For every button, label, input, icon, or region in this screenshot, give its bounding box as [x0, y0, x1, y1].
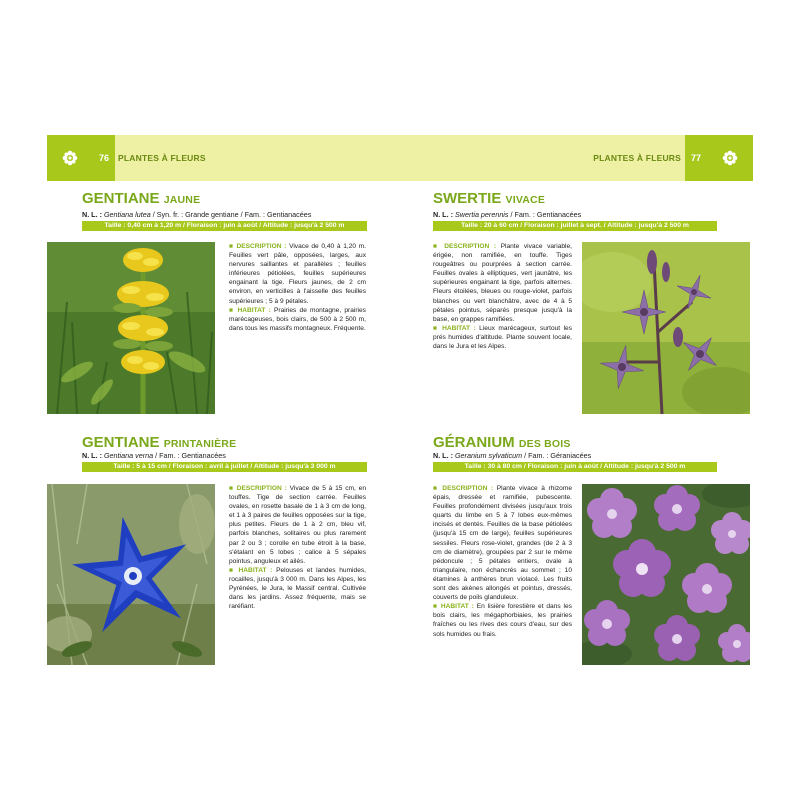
- nl-prefix: N. L. :: [433, 210, 453, 219]
- species-info-bar: Taille : 20 à 60 cm / Floraison : juillet à sept. / Altitude : jusqu'à 2 500 m: [433, 221, 717, 231]
- species-title: [82, 190, 200, 209]
- species-title-sub: PRINTANIÈRE: [163, 438, 237, 450]
- species-title-sub: JAUNE: [163, 194, 201, 206]
- species-description: [433, 484, 572, 639]
- nl-prefix: N. L. :: [433, 451, 453, 460]
- species-title-main: GENTIANE: [82, 190, 160, 207]
- species-description: [433, 242, 572, 351]
- species-description: [229, 242, 366, 333]
- flower-icon: [62, 150, 78, 166]
- left-header-square: [47, 135, 93, 181]
- description-label: ■ DESCRIPTION :: [229, 243, 287, 250]
- species-info-bar: Taille : 0,40 cm à 1,20 m / Floraison : juin à août / Altitude : jusqu'à 2 500 m: [82, 221, 367, 231]
- nl-rest: / Syn. fr. : Grande gentiane / Fam. : Gentianacées: [152, 210, 312, 219]
- species-nomenclature: [82, 210, 311, 220]
- description-text: Vivace de 5 à 15 cm, en touffes. Tige de section carrée. Feuilles ovales, en rosette basale de 1 à 3 cm de long, et 1 à 3 paires de feuilles opposées sur la tige, plus petites. Fleurs de 1 à 2 cm, bleu vif, parfois blanches, solitaires ou plus rarement par 2 ou 3 ; corolle en tube étroit à la base, s'étalant en 5 lobes ; calice à 5 sépales pointus, anguleux et ailés.: [229, 485, 366, 565]
- swertia-photo: [582, 242, 750, 414]
- species-title-main: GENTIANE: [82, 434, 160, 451]
- habitat-text: En lisière forestière et dans les bois clairs, les mégaphorbiaies, les prairies fraîches ou les rives des cours d'eau, sur des sols humides ou frais.: [433, 603, 572, 638]
- right-header-square: [707, 135, 753, 181]
- habitat-text: Lieux marécageux, surtout les prés humides d'altitude. Plante souvent locale, dans le Jura et les Alpes.: [433, 324, 572, 351]
- species-description: [229, 484, 366, 611]
- flower-icon: [722, 150, 738, 166]
- species-title-main: GÉRANIUM: [433, 434, 515, 451]
- description-label: ■ DESCRIPTION :: [229, 485, 287, 492]
- species-info-bar: Taille : 30 à 80 cm / Floraison : juin à août / Altitude : jusqu'à 2 500 m: [433, 462, 717, 472]
- left-page-number: 76: [93, 135, 115, 181]
- spring-gentian-photo: [47, 484, 215, 665]
- habitat-label: ■ HABITAT :: [433, 324, 476, 332]
- wood-cranesbill-photo: [582, 484, 750, 665]
- description-text: Plante vivace variable, érigée, non ramifiée, en touffe. Tiges rougeâtres ou pourprées à section carrée. Feuilles ovales à elliptiques, vert jaunâtre, les supérieures engainant la tige, parfois alternes. Fleurs étoilées, bleues ou rouge-violet, parfois blanches ou vert blanchâtre, avec de 4 à 5 pétales pointus, séparés presque jusqu'à la base, en grappes ramifiées.: [433, 243, 572, 323]
- species-info-bar: Taille : 5 à 15 cm / Floraison : avril à juillet / Altitude : jusqu'à 3 000 m: [82, 462, 367, 472]
- nl-prefix: N. L. :: [82, 210, 102, 219]
- page-header-band: [47, 135, 753, 181]
- latin-name: Swertia perennis: [454, 210, 509, 219]
- description-text: Vivace de 0,40 à 1,20 m. Feuilles vert pâle, opposées, larges, aux nervures saillantes et parallèles ; feuilles inférieures pétiolées, feuilles supérieures engainant la tige. Fleurs jaunes, de 2 cm environ, en verticilles à l'aisselle des feuilles supérieures ; 5 à 9 pétales.: [229, 243, 367, 305]
- right-section-title: PLANTES À FLEURS: [593, 153, 681, 163]
- description-label: ■ DESCRIPTION :: [433, 485, 494, 492]
- species-nomenclature: [433, 210, 581, 220]
- species-title: [433, 190, 545, 209]
- species-nomenclature: [433, 451, 591, 461]
- description-label: ■ DESCRIPTION :: [433, 243, 497, 250]
- species-title-sub: DES BOIS: [518, 438, 571, 450]
- habitat-text: Pelouses et landes humides, rocailles, jusqu'à 3 000 m. Dans les Alpes, les Pyrénées, le Jura, le Massif central. Cultivée dans les jardins. Assez fréquente, mais se raréfiant.: [229, 566, 366, 611]
- species-title-main: SWERTIE: [433, 190, 502, 207]
- latin-name: Geranium sylvaticum: [454, 451, 523, 460]
- nl-prefix: N. L. :: [82, 451, 102, 460]
- nl-rest: / Fam. : Gentianacées: [155, 451, 226, 460]
- yellow-gentian-photo: [47, 242, 215, 414]
- habitat-label: ■ HABITAT :: [229, 306, 271, 314]
- habitat-text: Prairies de montagne, prairies marécageuses, bois clairs, de 500 à 2 500 m, dans tous les massifs montagneux. Fréquente.: [229, 306, 366, 332]
- habitat-label: ■ HABITAT :: [433, 603, 474, 611]
- nl-rest: / Fam. : Géraniacées: [524, 451, 592, 460]
- latin-name: Gentiana verna: [103, 451, 154, 460]
- latin-name: Gentiana lutea: [103, 210, 151, 219]
- habitat-label: ■ HABITAT :: [229, 566, 273, 574]
- species-title-sub: VIVACE: [505, 194, 546, 206]
- nl-rest: / Fam. : Gentianacées: [510, 210, 582, 219]
- description-text: Plante vivace à rhizome épais, dressée et ramifiée, pubescente. Feuilles profondément divisées jusqu'aux trois quarts du limbe en 5 à 7 lobes eux-mêmes incisés et dentés. Feuilles de la base pétiolées (jusqu'à 15 cm de large), feuilles supérieures sessiles. Fleurs rose-violet, grandes (de 2 à 3 cm de diamètre), groupées par 2 sur le même pédoncule ; 5 pétales entiers, ovale à triangulaire, non échancrés au sommet ; 10 étamines à anthères brun violacé. Les fruits sont des akènes allongés et pointus, dressés, couverts de poils glanduleux.: [433, 485, 572, 602]
- species-nomenclature: [82, 451, 226, 461]
- right-page-number: 77: [685, 135, 707, 181]
- left-section-title: PLANTES À FLEURS: [118, 153, 206, 163]
